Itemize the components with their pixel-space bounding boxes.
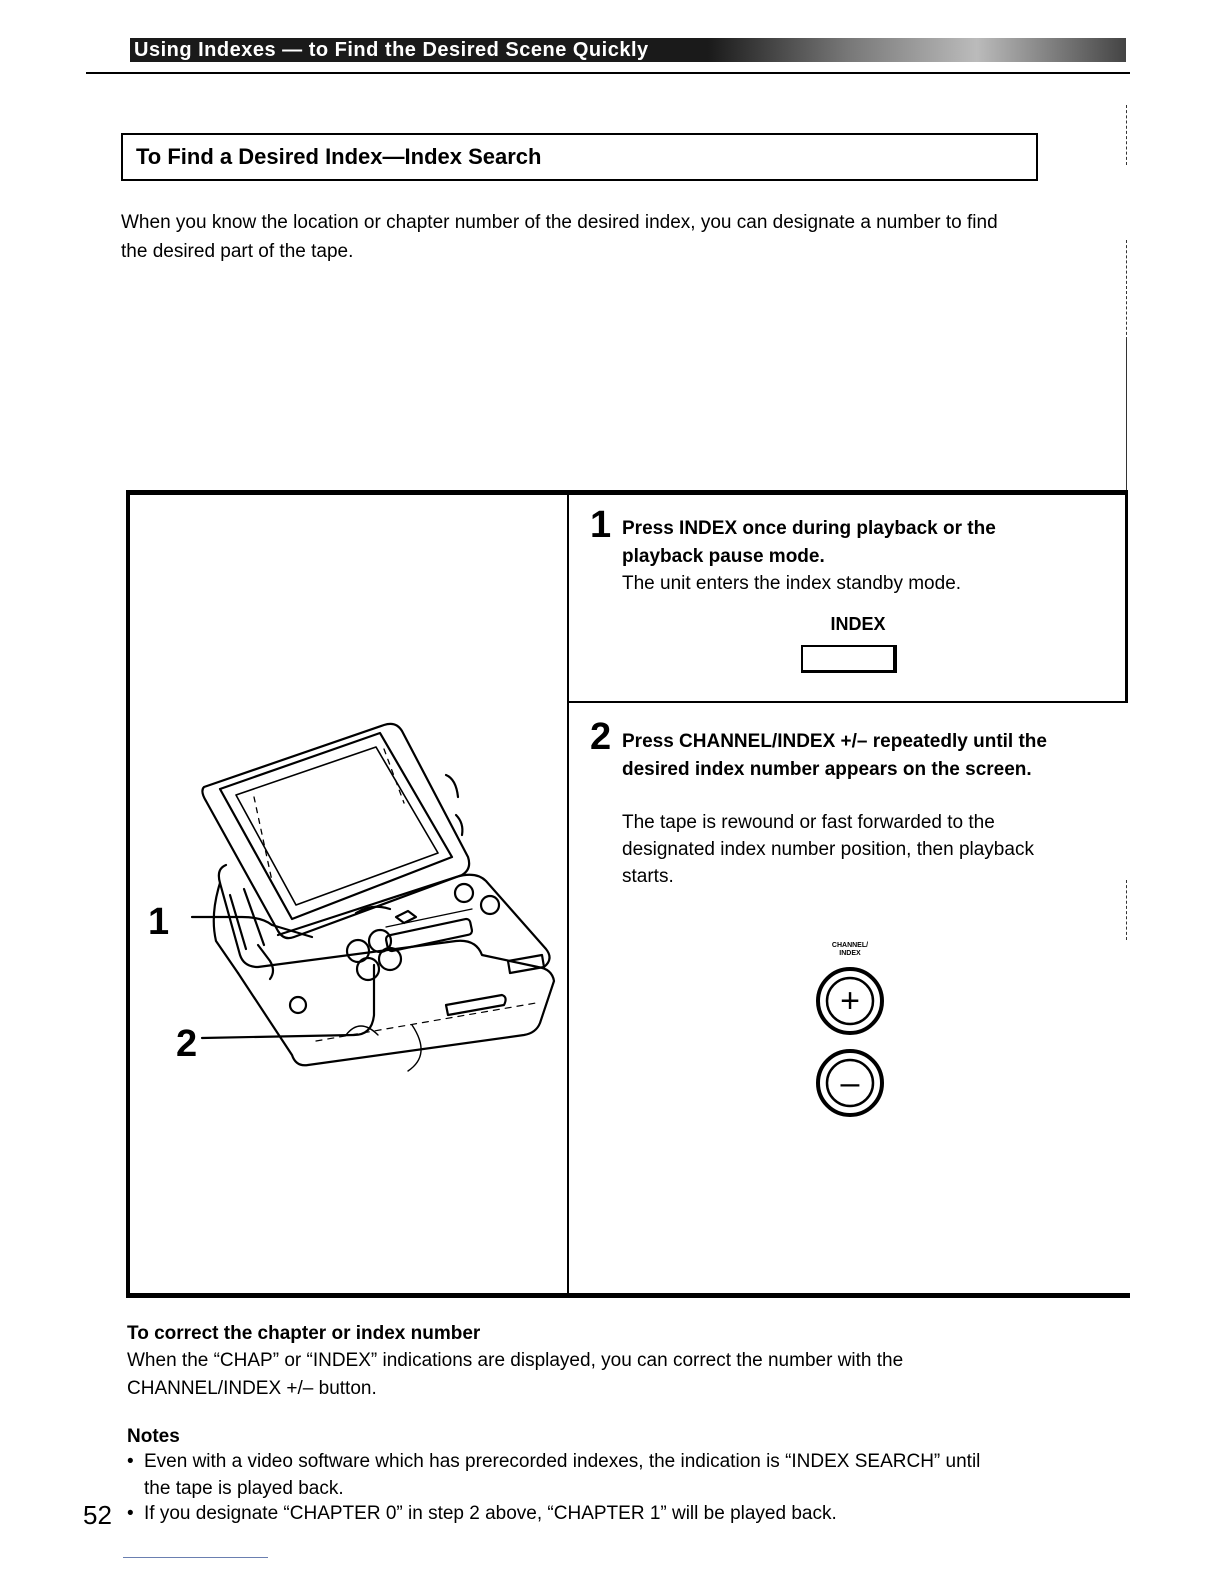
margin-mark (1126, 340, 1127, 490)
panel-divider (567, 490, 569, 1298)
step-2-number: 2 (590, 716, 612, 758)
step-1-title: Press INDEX once during playback or the playback pause mode. (622, 518, 996, 567)
header-rule (86, 72, 1130, 74)
step-2-description: The tape is rewound or fast forwarded to the designated index number position, then playback starts. (622, 812, 1034, 887)
plus-icon (815, 966, 885, 1036)
step-separator (567, 701, 1128, 703)
page-number: 52 (83, 1500, 112, 1530)
video-walkman-illustration (146, 705, 566, 1105)
notes-heading: Notes (127, 1426, 180, 1447)
minus-symbol: – (840, 1064, 860, 1102)
panel-border-top (126, 490, 1128, 495)
channel-index-label-line1: CHANNEL/ (831, 942, 869, 949)
channel-index-label-line2: INDEX (839, 950, 861, 957)
intro-paragraph: When you know the location or chapter number of the desired index, you can designate a number to find the desired part of the tape. (121, 212, 998, 262)
step-1-description: The unit enters the index standby mode. (622, 573, 962, 594)
note-bullet: • (127, 1503, 134, 1524)
channel-index-minus-button[interactable] (815, 1048, 885, 1118)
section-title: To Find a Desired Index—Index Search (121, 133, 1038, 181)
panel-border-bottom (126, 1293, 1130, 1298)
note-text: Even with a video software which has prerecorded indexes, the indication is “INDEX SEARCH” until the tape is played back. (144, 1451, 981, 1499)
index-button[interactable] (801, 645, 897, 673)
channel-index-label (812, 942, 888, 958)
note-text: If you designate “CHAPTER 0” in step 2 above, “CHAPTER 1” will be played back. (144, 1503, 837, 1524)
running-header: Using Indexes — to Find the Desired Scene Quickly (130, 38, 1126, 62)
correction-heading: To correct the chapter or index number (127, 1323, 481, 1344)
step-1-number: 1 (590, 504, 612, 546)
index-button-label: INDEX (830, 614, 886, 634)
plus-symbol: + (840, 982, 860, 1020)
panel-border-left (126, 490, 130, 1298)
device-drawing (146, 705, 566, 1105)
note-bullet: • (127, 1451, 134, 1472)
minus-icon (815, 1048, 885, 1118)
note-item (127, 1448, 1007, 1502)
correction-text: When the “CHAP” or “INDEX” indications are displayed, you can correct the number with the CHANNEL/INDEX +/– button. (127, 1350, 904, 1399)
channel-index-plus-button[interactable] (815, 966, 885, 1036)
footer-rule (123, 1557, 268, 1558)
panel-border-right (1125, 490, 1128, 702)
note-item (127, 1500, 1007, 1527)
callout-2: 2 (176, 1023, 198, 1065)
margin-mark (1126, 105, 1127, 165)
step-2-title: Press CHANNEL/INDEX +/– repeatedly until the desired index number appears on the screen. (622, 731, 1047, 780)
margin-mark (1126, 240, 1127, 340)
instruction-panel (126, 490, 1130, 1298)
callout-1: 1 (148, 901, 170, 943)
